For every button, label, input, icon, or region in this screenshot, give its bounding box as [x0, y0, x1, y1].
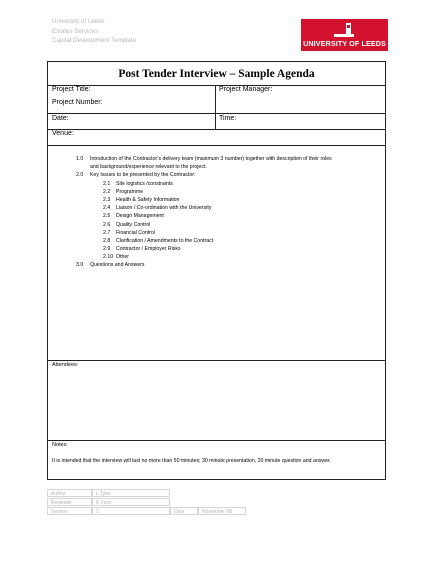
venue-field[interactable]: Venue:	[52, 130, 74, 137]
time-field[interactable]: Time:	[219, 115, 237, 122]
project-number-field[interactable]: Project Number:	[52, 99, 103, 106]
organisation-header	[52, 17, 136, 46]
org-line: Estates Services	[52, 27, 99, 35]
notes-label[interactable]: Notes:	[52, 442, 68, 448]
divider	[48, 113, 385, 114]
date-label: Date	[170, 507, 198, 515]
agenda-form: Post Tender Interview – Sample Agenda Project Title: Project Manager: Project Number: Date: Time: Venue: 1.0 Introduction of the Contractor’s delivery team (maximum 3 number) together with description of their roles and background/experience relevant to the project. 2.0 Key Issues to be presented by the Contractor: 2.1 Site logistics /constraints 2.2 Programme 2.3 Health & Safety Information 2.4 Liaison / Co-ordination with the University 2.5 Design Management 2.6 Quality Control 2.7 Financial Control 2.8 Clarification / Amendments to the Contract 2.9 Contractor / Employer Risks 2.10 Other 3.0 Questions and Answers Attendees: Notes: It is intended that the interview will last no more than 50 minutes; 30 minute presentation, 20 minute question and answer.	[47, 61, 386, 480]
divider	[48, 145, 385, 146]
org-line: University of Leeds	[52, 18, 105, 25]
divider	[48, 360, 385, 361]
date-field[interactable]: Date:	[52, 115, 69, 122]
org-line: Capital Development Template	[52, 37, 137, 44]
reviewer-label: Reviewer	[47, 498, 92, 506]
author-label: Author	[47, 489, 92, 497]
date-value: November 08	[198, 507, 246, 515]
divider	[48, 85, 385, 86]
divider	[48, 440, 385, 441]
page-title: Post Tender Interview – Sample Agenda	[118, 68, 315, 80]
project-manager-field[interactable]: Project Manager:	[219, 86, 273, 93]
version-label: Version	[47, 507, 92, 515]
university-logo	[301, 19, 388, 51]
reviewer-value: K Ford	[92, 498, 170, 506]
version-value: 2	[92, 507, 170, 515]
column-divider	[215, 85, 216, 129]
attendees-label[interactable]: Attendees:	[52, 362, 79, 368]
author-value: L Tyler	[92, 489, 170, 497]
notes-text: It is intended that the interview will last no more than 50 minutes; 30 minute presentation, 20 minute question and answer.	[52, 458, 331, 464]
project-title-field[interactable]: Project Title:	[52, 86, 91, 93]
tower-icon	[334, 23, 354, 37]
logo-text: UNIVERSITY OF LEEDS	[303, 39, 386, 48]
divider	[48, 129, 385, 130]
